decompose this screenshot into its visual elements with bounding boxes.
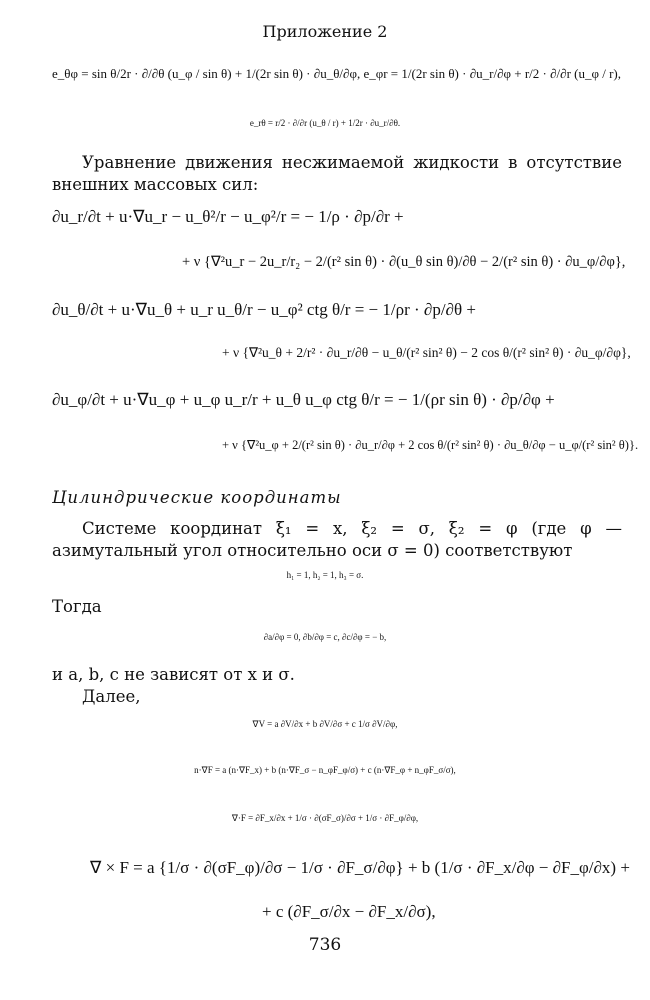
equation-lame-coefficients: h₁ = 1, h₂ = 1, h₃ = σ.: [286, 570, 364, 580]
equation-curl-1: ∇ × F = a {1/σ · ∂(σF_φ)/∂σ − 1/σ · ∂F_σ/∂φ} + b (1/σ · ∂F_x/∂φ − ∂F_φ/∂x) +: [90, 858, 630, 877]
word-then: Тогда: [52, 597, 102, 616]
equation-motion-theta-1: ∂u_θ/∂t + u·∇u_θ + u_r u_θ/r − u_φ² ctg θ/r = − 1/ρr · ∂p/∂θ +: [52, 300, 476, 319]
equation-directional-derivative: n·∇F = a (n·∇F_x) + b (n·∇F_σ − n_φF_φ/σ) + c (n·∇F_φ + n_φF_σ/σ),: [194, 765, 456, 775]
equation-motion-theta-2: + ν {∇²u_θ + 2/r² · ∂u_r/∂θ − u_θ/(r² sin² θ) − 2 cos θ/(r² sin² θ) · ∂u_φ/∂φ},: [222, 345, 631, 360]
paragraph-coordinate-system: Системе координат ξ₁ = x, ξ₂ = σ, ξ₂ = φ (где φ — азимутальный угол относительно оси σ = 0) соответствуют: [52, 519, 622, 560]
equation-motion-r-1: ∂u_r/∂t + u·∇u_r − u_θ²/r − u_φ²/r = − 1/ρ · ∂p/∂r +: [52, 207, 404, 226]
equation-e-theta-phi-e-phi-r: e_θφ = sin θ/2r · ∂/∂θ (u_φ / sin θ) + 1/(2r sin θ) · ∂u_θ/∂φ, e_φr = 1/(2r sin θ) · ∂u_r/∂φ + r/2 · ∂/∂r (u_φ / r),: [52, 66, 621, 81]
equation-motion-r-2: + ν {∇²u_r − 2u_r/r₂ − 2/(r² sin θ) · ∂(u_θ sin θ)/∂θ − 2/(r² sin θ) · ∂u_φ/∂φ},: [182, 254, 626, 270]
equation-e-r-theta: e_rθ = r/2 · ∂/∂r (u_θ / r) + 1/2r · ∂u_r/∂θ.: [249, 118, 401, 128]
equation-gradient: ∇V = a ∂V/∂x + b ∂V/∂σ + c 1/σ ∂V/∂φ,: [252, 719, 398, 729]
equation-curl-2: + c (∂F_σ/∂x − ∂F_x/∂σ),: [262, 902, 436, 921]
equation-basis-derivatives: ∂a/∂φ = 0, ∂b/∂φ = c, ∂c/∂φ = − b,: [263, 632, 387, 642]
paragraph-independence: и a, b, c не зависят от x и σ.: [52, 665, 295, 684]
equation-divergence: ∇·F = ∂F_x/∂x + 1/σ · ∂(σF_σ)/∂σ + 1/σ · ∂F_φ/∂φ,: [231, 813, 419, 823]
word-further: Далее,: [82, 687, 141, 706]
running-header: Приложение 2: [262, 22, 388, 41]
equation-motion-phi-2: + ν {∇²u_φ + 2/(r² sin θ) · ∂u_r/∂φ + 2 cos θ/(r² sin² θ) · ∂u_θ/∂φ − u_φ/(r² sin² θ)}.: [222, 438, 639, 452]
equation-motion-phi-1: ∂u_φ/∂t + u·∇u_φ + u_φ u_r/r + u_θ u_φ ctg θ/r = − 1/(ρr sin θ) · ∂p/∂φ +: [52, 390, 555, 409]
page-number: 736: [308, 935, 342, 955]
section-title: Цилиндрические координаты: [52, 488, 342, 507]
paragraph-motion-equation: Уравнение движения несжимаемой жидкости в отсутствие внешних массовых сил:: [52, 153, 622, 194]
